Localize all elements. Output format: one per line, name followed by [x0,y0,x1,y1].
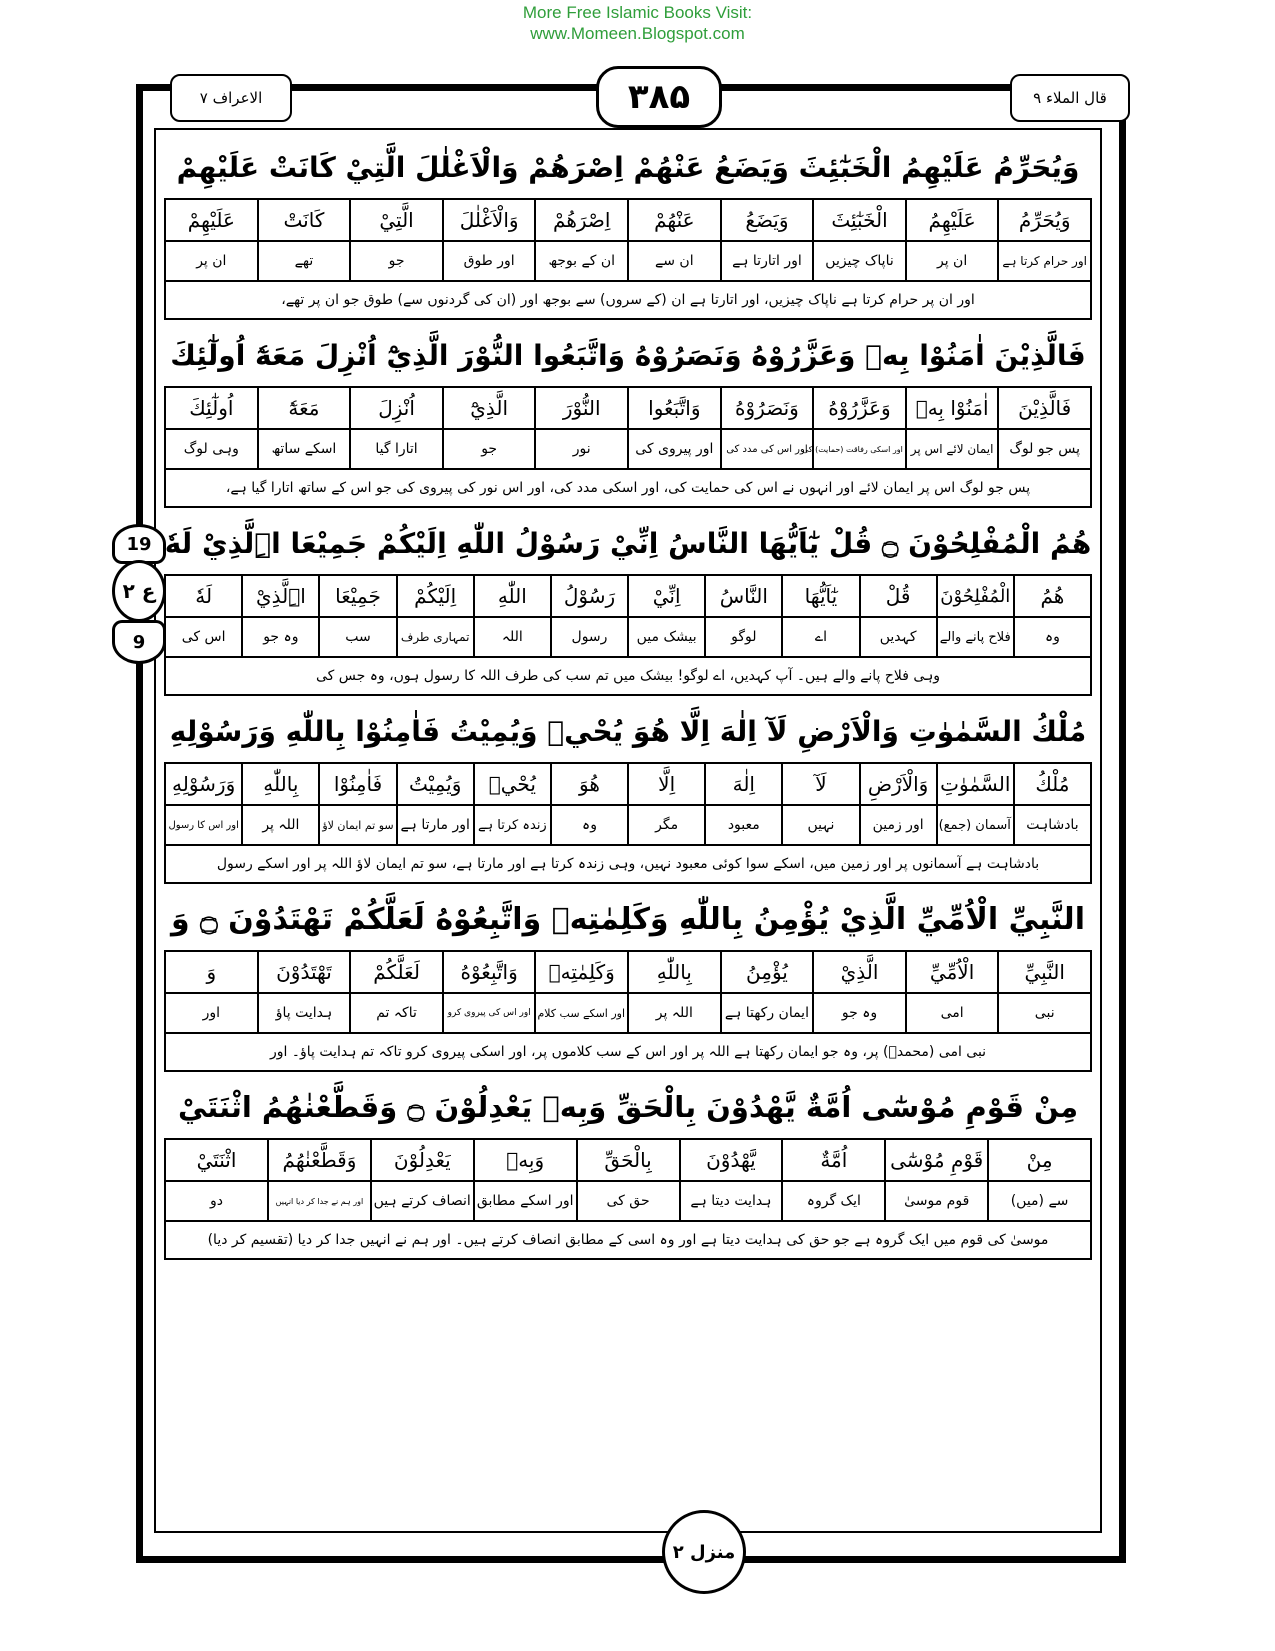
word-meaning: وہ [551,805,628,845]
word-meaning: جو [350,241,443,281]
arabic-word: هُوَ [551,763,628,805]
arabic-word: اللّٰهِ [474,575,551,617]
word-meaning: اور زمین [860,805,937,845]
arabic-word: اِلَيْكُمْ [397,575,474,617]
word-grid [164,950,1092,1034]
word-meaning: امی [906,993,999,1033]
word-meaning: اور اس کا رسول [165,805,242,845]
arabic-word: قُلْ [860,575,937,617]
arabic-word: اٰمَنُوْا بِهٖ [906,387,999,429]
word-meaning: اور اسکی رفاقت (حمایت) کی [813,429,906,469]
word-meaning: ایمان لائے اس پر [906,429,999,469]
word-meaning: نبی [998,993,1091,1033]
word-meaning: ایک گروہ [782,1181,885,1221]
verse-section [164,512,1092,696]
word-grid [164,198,1092,282]
banner-line-1: More Free Islamic Books Visit: [522,3,753,22]
arabic-word: وَرَسُوْلِهِ [165,763,242,805]
verse-section [164,136,1092,320]
word-meaning: ہدایت پاؤ [258,993,351,1033]
surah-label: الاعراف ۷ [170,74,292,122]
word-meaning: اور اس کی پیروی کرو [443,993,536,1033]
word-meaning: معبود [705,805,782,845]
word-meaning: وہی لوگ [165,429,258,469]
word-meaning: اس کی [165,617,242,657]
arabic-word: لَعَلَّكُمْ [350,951,443,993]
arabic-words-row [165,575,1091,617]
arabic-word: وَاتَّبَعُوا [628,387,721,429]
manzil-marker: منزل ۲ [662,1510,746,1594]
translation-line: نبی امی (محمدؐ) پر، وہ جو ایمان رکھتا ہے اللہ پر اور اس کے سب کلاموں پر، اور اسکی پیروی کرو تاکہ تم ہدایت پاؤ۔ اور [164,1034,1092,1072]
word-meaning: قوم موسیٰ [885,1181,988,1221]
arabic-word: وَكَلِمٰتِهٖ [535,951,628,993]
arabic-word: الْاُمِّيِّ [906,951,999,993]
word-meaning: سے (میں) [988,1181,1091,1221]
arabic-word: بِاللّٰهِ [242,763,319,805]
verse-line: فَالَّذِيْنَ اٰمَنُوْا بِهٖ وَعَزَّرُوْهُ وَنَصَرُوْهُ وَاتَّبَعُوا النُّوْرَ الَّذِيْٓ اُنْزِلَ مَعَهٗٓ اُولٰٓئِكَ [170,338,1086,372]
arabic-word: فَالَّذِيْنَ [998,387,1091,429]
word-meaning: لوگو [705,617,782,657]
verse-line: وَيُحَرِّمُ عَلَيْهِمُ الْخَبٰٓئِثَ وَيَضَعُ عَنْهُمْ اِصْرَهُمْ وَالْاَغْلٰلَ الَّتِيْ كَانَتْ عَلَيْهِمْ [176,150,1080,184]
arabic-word: يَّهْدُوْنَ [680,1139,783,1181]
page-number: ۳۸۵ [596,66,722,128]
urdu-meanings-row [165,993,1091,1033]
arabic-word: جَمِيْعَا [319,575,396,617]
word-grid [164,1138,1092,1222]
arabic-word: يُؤْمِنُ [721,951,814,993]
arabic-word: لَهٗ [165,575,242,617]
arabic-word: قَوْمِ مُوْسٰٓى [885,1139,988,1181]
word-meaning: اللہ پر [242,805,319,845]
arabic-word: هُمُ [1014,575,1091,617]
word-meaning: اور [165,993,258,1033]
arabic-word: عَلَيْهِمْ [165,199,258,241]
arabic-word: عَنْهُمْ [628,199,721,241]
arabic-word: رَسُوْلُ [551,575,628,617]
urdu-meanings-row [165,429,1091,469]
arabic-word: مُلْكُ [1014,763,1091,805]
arabic-word: النَّبِيِّ [998,951,1091,993]
verse-section [164,324,1092,508]
translation-line: اور ان پر حرام کرتا ہے ناپاک چیزیں، اور اتارتا ہے ان (کے سروں) سے بوجھ اور (ان کی گردنوں سے) طوق جو ان پر تھے، [164,282,1092,320]
translation-line: بادشاہت ہے آسمانوں پر اور زمین میں، اسکے سوا کوئی معبود نہیں، وہی زندہ کرتا ہے اور مارتا ہے، سو تم ایمان لاؤ اللہ پر اور اسکے رسول [164,846,1092,884]
word-meaning: تاکہ تم [350,993,443,1033]
arabic-word: وَاتَّبِعُوْهُ [443,951,536,993]
arabic-word: الَّذِيْ [813,951,906,993]
arabic-word: الْمُفْلِحُوْنَ [937,575,1014,617]
arabic-word: وَقَطَّعْنٰهُمُ [268,1139,371,1181]
word-meaning: ان پر [906,241,999,281]
banner-link[interactable]: www.Momeen.Blogspot.com [530,24,745,43]
arabic-word: اِلَّا [628,763,705,805]
word-meaning: نہیں [782,805,859,845]
verse-section [164,1076,1092,1260]
word-meaning: اور اتارتا ہے [721,241,814,281]
verse-section [164,700,1092,884]
arabic-word: وَبِهٖ [474,1139,577,1181]
urdu-meanings-row [165,1181,1091,1221]
verse-line: هُمُ الْمُفْلِحُوْنَ ۝ قُلْ يٰٓاَيُّهَا النَّاسُ اِنِّيْ رَسُوْلُ اللّٰهِ اِلَيْكُمْ جَمِيْعَا اِۨلَّذِيْ لَهٗ [164,526,1092,560]
word-meaning: ان سے [628,241,721,281]
translation-line: موسیٰ کی قوم میں ایک گروہ ہے جو حق کی ہدایت دیتا ہے اور وہ اسی کے مطابق انصاف کرتے ہیں۔ اور ہم نے انہیں جدا کر دیا (تقسیم کر دیا) [164,1222,1092,1260]
arabic-word: الْخَبٰٓئِثَ [813,199,906,241]
word-meaning: ناپاک چیزیں [813,241,906,281]
word-meaning: اور حرام کرتا ہے [998,241,1091,281]
arabic-word: فَاٰمِنُوْا [319,763,396,805]
word-meaning: اسکے ساتھ [258,429,351,469]
word-meaning: اور پیروی کی [628,429,721,469]
arabic-word: لَآ [782,763,859,805]
arabic-word: اثْنَتَيْ [165,1139,268,1181]
arabic-word: وَيُحَرِّمُ [998,199,1091,241]
word-meaning: وہ جو [242,617,319,657]
urdu-meanings-row [165,241,1091,281]
arabic-word: الَّتِيْ [350,199,443,241]
word-meaning: نور [535,429,628,469]
word-meaning: آسمان (جمع) [937,805,1014,845]
ruku-marker: ع ۲ [112,560,166,622]
word-meaning: انصاف کرتے ہیں [371,1181,474,1221]
word-meaning: اور ہم نے جدا کر دیا انہیں [268,1181,371,1221]
para-label: قال الملاء ۹ [1010,74,1130,122]
arabic-word: كَانَتْ [258,199,351,241]
arabic-word: اِنِّيْ [628,575,705,617]
word-meaning: اے [782,617,859,657]
word-meaning: اور طوق [443,241,536,281]
page-content [164,136,1092,1264]
word-meaning: تھے [258,241,351,281]
word-meaning: تمہاری طرف [397,617,474,657]
word-meaning: مگر [628,805,705,845]
word-meaning: بادشاہت [1014,805,1091,845]
arabic-word: وَنَصَرُوْهُ [721,387,814,429]
urdu-meanings-row [165,617,1091,657]
arabic-words-row [165,1139,1091,1181]
ruku-marker-top: 19 [112,524,166,564]
arabic-word: يَعْدِلُوْنَ [371,1139,474,1181]
translation-line: پس جو لوگ اس پر ایمان لائے اور انہوں نے اس کی حمایت کی، اور اسکی مدد کی، اور اس نور کی پیروی کی جو اس کے ساتھ اتارا گیا ہے، [164,470,1092,508]
word-meaning: سو تم ایمان لاؤ [319,805,396,845]
word-meaning: ان پر [165,241,258,281]
arabic-words-row [165,387,1091,429]
arabic-word: عَلَيْهِمُ [906,199,999,241]
urdu-meanings-row [165,805,1091,845]
word-meaning: اللہ [474,617,551,657]
arabic-word: اُولٰٓئِكَ [165,387,258,429]
word-meaning: اور اسکے مطابق [474,1181,577,1221]
arabic-word: مِنْ [988,1139,1091,1181]
arabic-word: اِۨلَّذِيْ [242,575,319,617]
word-meaning: اتارا گیا [350,429,443,469]
ruku-marker-bottom: 9 [112,620,166,664]
arabic-word: بِالْحَقِّ [577,1139,680,1181]
word-meaning: زندہ کرتا ہے [474,805,551,845]
word-grid [164,574,1092,658]
arabic-word: وَالْاَرْضِ [860,763,937,805]
arabic-word: النَّاسُ [705,575,782,617]
word-grid [164,386,1092,470]
arabic-word: بِاللّٰهِ [628,951,721,993]
word-meaning: کہدیں [860,617,937,657]
translation-line: وہی فلاح پانے والے ہیں۔ آپ کہدیں، اے لوگو! بیشک میں تم سب کی طرف اللہ کا رسول ہوں، وہ جس کی [164,658,1092,696]
arabic-word: وَيُمِيْتُ [397,763,474,805]
word-meaning: اور مارتا ہے [397,805,474,845]
arabic-word: يُحْيٖ [474,763,551,805]
arabic-word: وَيَضَعُ [721,199,814,241]
arabic-word: مَعَهٗٓ [258,387,351,429]
word-meaning: ایمان رکھتا ہے [721,993,814,1033]
word-meaning: اور اسکے سب کلام [535,993,628,1033]
arabic-word: اُنْزِلَ [350,387,443,429]
arabic-word: وَالْاَغْلٰلَ [443,199,536,241]
arabic-word: اُمَّةٌ [782,1139,885,1181]
word-meaning: سب [319,617,396,657]
verse-line: النَّبِيِّ الْاُمِّيِّ الَّذِيْ يُؤْمِنُ بِاللّٰهِ وَكَلِمٰتِهٖ وَاتَّبِعُوْهُ لَعَلَّكُمْ تَهْتَدُوْنَ ۝ وَ [171,901,1085,937]
word-meaning: ان کے بوجھ [535,241,628,281]
word-meaning: اللہ پر [628,993,721,1033]
arabic-word: السَّمٰوٰتِ [937,763,1014,805]
arabic-word: اِلٰهَ [705,763,782,805]
word-meaning: وہ [1014,617,1091,657]
arabic-word: وَ [165,951,258,993]
word-meaning: بیشک میں [628,617,705,657]
word-meaning: رسول [551,617,628,657]
word-grid [164,762,1092,846]
arabic-words-row [165,951,1091,993]
word-meaning: جو [443,429,536,469]
arabic-word: النُّوْرَ [535,387,628,429]
arabic-word: وَعَزَّرُوْهُ [813,387,906,429]
word-meaning: حق کی [577,1181,680,1221]
word-meaning: پس جو لوگ [998,429,1091,469]
arabic-word: الَّذِيْٓ [443,387,536,429]
site-banner [0,2,1275,44]
word-meaning: وہ جو [813,993,906,1033]
verse-line: مِنْ قَوْمِ مُوْسٰٓى اُمَّةٌ يَّهْدُوْنَ بِالْحَقِّ وَبِهٖ يَعْدِلُوْنَ ۝ وَقَطَّعْنٰهُمُ اثْنَتَيْ [177,1090,1079,1124]
arabic-words-row [165,763,1091,805]
arabic-word: يٰٓاَيُّهَا [782,575,859,617]
arabic-word: تَهْتَدُوْنَ [258,951,351,993]
word-meaning: فلاح پانے والے [937,617,1014,657]
arabic-words-row [165,199,1091,241]
verse-line: مُلْكُ السَّمٰوٰتِ وَالْاَرْضِ لَآ اِلٰهَ اِلَّا هُوَ يُحْيٖ وَيُمِيْتُ فَاٰمِنُوْا بِاللّٰهِ وَرَسُوْلِهِ [169,714,1087,748]
word-meaning: دو [165,1181,268,1221]
arabic-word: اِصْرَهُمْ [535,199,628,241]
word-meaning: ہدایت دیتا ہے [680,1181,783,1221]
word-meaning: اور اس کی مدد کی [721,429,814,469]
verse-section [164,888,1092,1072]
